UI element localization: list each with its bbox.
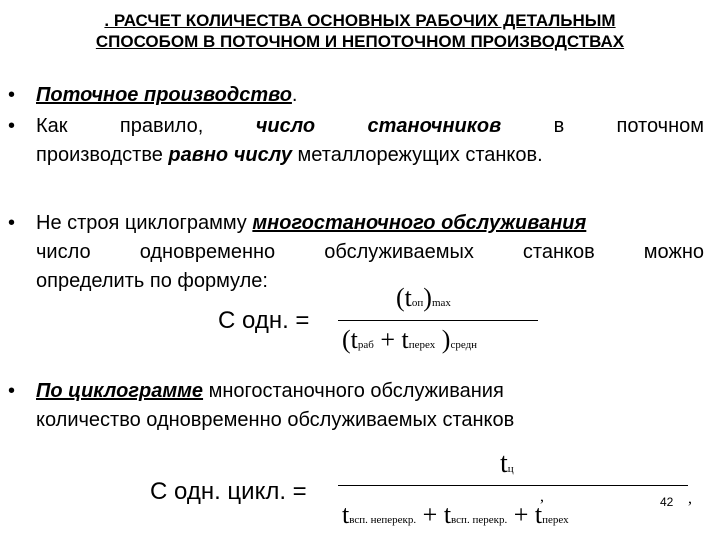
emph-text: По циклограмме [36, 380, 204, 402]
emph-text: многостаночного обслуживания [252, 212, 587, 234]
title-line-1: . РАСЧЕТ КОЛИЧЕСТВА ОСНОВНЫХ РАБОЧИХ ДЕТАЛЬНЫМ [104, 11, 616, 30]
subscript: всп. неперекр. [349, 514, 417, 526]
bullet-dot-icon: • [8, 212, 16, 234]
paren: ) [423, 283, 432, 312]
text: производстве [36, 144, 169, 166]
word: поточном [616, 115, 705, 137]
emph-word: число [255, 115, 316, 137]
flow-production-heading: Поточное производство [36, 84, 292, 106]
bullet-formula-line-2: число одновременно обслуживаемых станков можно [36, 241, 704, 263]
subscript: раб [357, 339, 374, 351]
subscript: всп. перекр. [451, 514, 508, 526]
formula2-fraction-bar [338, 485, 688, 486]
bullet-rule-line-2 [36, 142, 543, 168]
bullet-dot-icon: • [8, 84, 16, 106]
formula2-comma-1: , [540, 488, 544, 505]
word: Как [36, 115, 68, 137]
bullet-cyclogram-line-2: количество одновременно обслуживаемых станков [36, 409, 515, 431]
word: в [553, 115, 565, 137]
formula2-lhs: С одн. цикл. = [150, 478, 307, 505]
t-symbol: (t [396, 283, 412, 312]
bullet-formula-line-3: определить по формуле: [36, 270, 268, 292]
word: правило, [119, 115, 204, 137]
emph-word: станочников [367, 115, 502, 137]
text: Не строя циклограмму [36, 212, 253, 234]
formula1-lhs: С одн. = [218, 307, 310, 334]
subscript: перех [542, 514, 569, 526]
subscript: ц [507, 463, 514, 475]
subscript: max [431, 297, 451, 309]
page-number: 42 [660, 495, 674, 509]
title-line-2: СПОСОБОМ В ПОТОЧНОМ И НЕПОТОЧНОМ ПРОИЗВОДСТВАХ [95, 32, 625, 51]
slide-title [0, 10, 720, 52]
t-symbol: (t [342, 325, 358, 354]
formula1-numerator [396, 283, 451, 313]
plus-t: + t [422, 500, 452, 529]
t-symbol: t [342, 500, 350, 529]
subscript: перех [408, 339, 436, 351]
formula1-denominator [342, 325, 477, 355]
plus-t: + t [380, 325, 409, 354]
emph-text: равно числу [168, 144, 292, 166]
plus-t: + t [513, 500, 543, 529]
t-symbol: t [500, 448, 508, 479]
formula2-denominator [342, 500, 569, 530]
subscript: оп [411, 297, 424, 309]
text: металлорежущих станков. [292, 144, 543, 166]
paren: ) [441, 325, 451, 354]
bullet-dot-icon: • [8, 115, 16, 137]
bullet-dot-icon: • [8, 380, 16, 402]
text: многостаночного обслуживания [203, 380, 504, 402]
formula2-comma-2: , [688, 490, 692, 507]
bullet-cyclogram-line-1 [36, 378, 504, 404]
bullet-formula-line-1 [36, 210, 586, 236]
subscript: средн [450, 339, 478, 351]
bullet-rule-line-1 [36, 113, 704, 139]
heading-period: . [291, 84, 298, 106]
formula1-fraction-bar [338, 320, 538, 321]
formula2-numerator [500, 448, 514, 480]
